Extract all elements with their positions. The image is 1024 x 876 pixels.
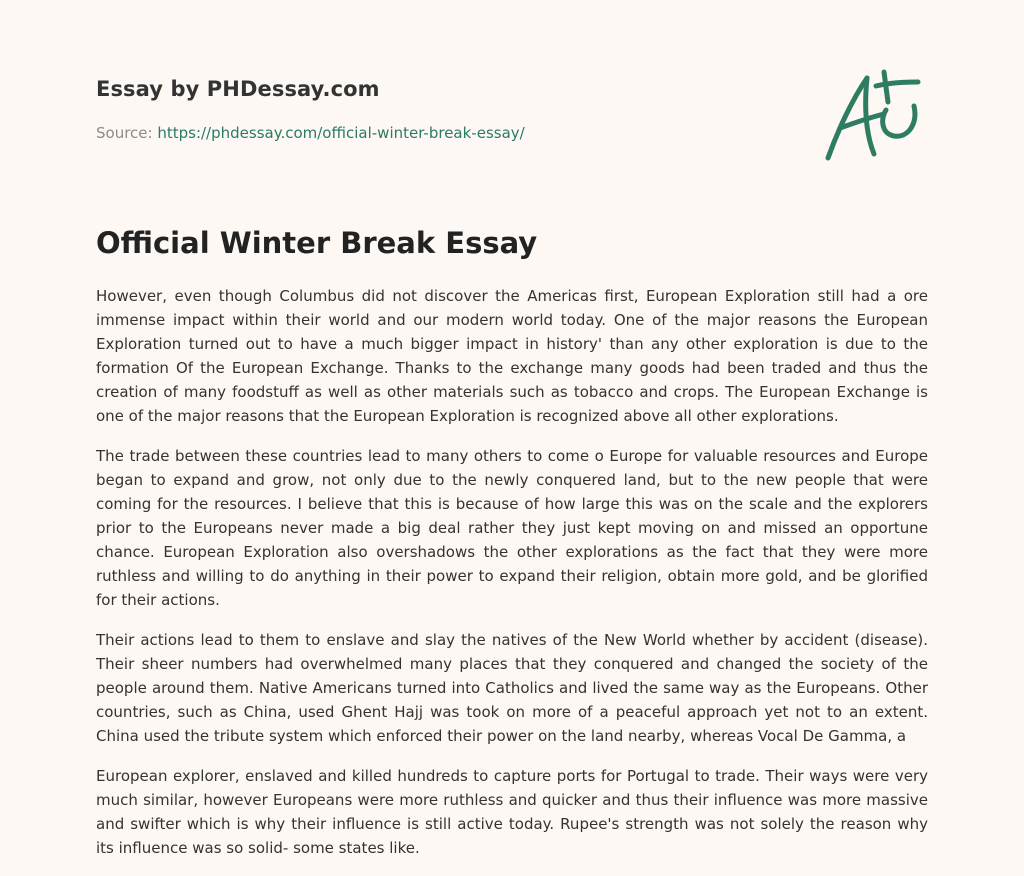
essay-title: Official Winter Break Essay [96, 226, 538, 260]
essay-paragraph: European explorer, enslaved and killed hundreds to capture ports for Portugal to trade. Their ways were very much similar, however Europeans were more ruthless and quicker and thus their influence was more massive and swifter which is why their influence is still active today. Rupee's strength was not solely the reason why its influence was so solid- some states like. [96, 767, 928, 857]
essay-paragraph: The trade between these countries lead to many others to come o Europe for valuable resources and Europe began to expand and grow, not only due to the newly conquered land, but to the new people that were coming for the resources. I believe that this is because of how large this was on the scale and the explorers prior to the Europeans never made a big deal rather they just kept moving on and missed an opportune chance. European Exploration also overshadows the other explorations as the fact that they were more ruthless and willing to do anything in their power to expand their religion, obtain more gold, and be glorified for their actions. [96, 447, 928, 609]
site-brand: Essay by PHDessay.com [96, 77, 380, 101]
a-plus-grade-icon [822, 68, 926, 164]
essay-paragraph: However, even though Columbus did not discover the Americas first, European Exploration still had a ore immense impact within their world and our modern world today. One of the major reasons the European Exploration turned out to have a much bigger impact in history' than any other exploration is due to the formation Of the European Exchange. Thanks to the exchange many goods had been traded and thus the creation of many foodstuff as well as other materials such as tobacco and crops. The European Exchange is one of the major reasons that the European Exploration is recognized above all other explorations. [96, 287, 928, 425]
essay-body [96, 284, 928, 876]
source-link[interactable]: https://phdessay.com/official-winter-break-essay/ [157, 124, 525, 142]
source-line [96, 124, 525, 142]
source-label: Source: [96, 124, 158, 142]
essay-paragraph: Their actions lead to them to enslave and slay the natives of the New World whether by accident (disease). Their sheer numbers had overwhelmed many places that they conquered and changed the society of the people around them. Native Americans turned into Catholics and lived the same way as the Europeans. Other countries, such as China, used Ghent Hajj was took on more of a peaceful approach yet not to an extent. China used the tribute system which enforced their power on the land nearby, whereas Vocal De Gamma, a [96, 631, 928, 745]
